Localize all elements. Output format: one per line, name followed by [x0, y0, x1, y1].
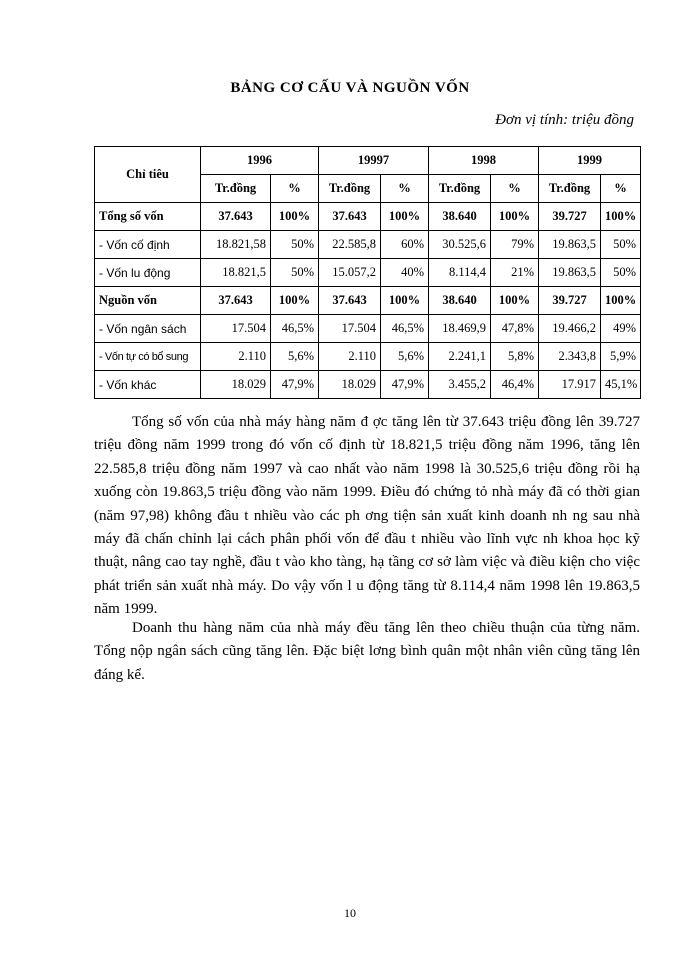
header-percent: % — [381, 175, 429, 203]
row-label: - Vốn cố định — [95, 231, 201, 259]
header-year: 19997 — [319, 147, 429, 175]
cell-percent: 47,8% — [491, 315, 539, 343]
cell-amount: 19.863,5 — [539, 231, 601, 259]
cell-percent: 46,4% — [491, 371, 539, 399]
cell-amount: 2.110 — [201, 343, 271, 371]
header-amount: Tr.đồng — [201, 175, 271, 203]
cell-percent: 100% — [601, 203, 641, 231]
paragraph-capital-analysis: Tổng số vốn của nhà máy hàng năm đ ợc tăng lên từ 37.643 triệu đồng lên 39.727 triệu đồng năm 1999 trong đó vốn cố định từ 18.821,5 triệu đồng năm 1996, tăng lên 22.585,8 triệu đồng năm 1997 và cao nhất vào năm 1998 là 30.525,6 triệu đồng rồi hạ xuống còn 19.863,5 triệu đồng vào năm 1999. Điều đó chứng tỏ nhà máy đã có thời gian (năm 97,98) không đầu t nhiều vào các ph ơng tiện sản xuất kinh doanh nh ng sau nhà máy đã chấn chỉnh lại cách phân phối vốn để đầu t nhiều vào lĩnh vực nh khoa học kỹ thuật, nâng cao tay nghề, đầu t vào kho tàng, hạ tầng cơ sở làm việc và điều kiện cho việc phát triển sản xuất nhà máy. Do vậy vốn l u động tăng từ 8.114,4 năm 1998 lên 19.863,5 năm 1999. — [94, 414, 640, 618]
paragraph-revenue: Doanh thu hàng năm của nhà máy đều tăng lên theo chiều thuận của từng năm. Tổng nộp ngân sách cũng tăng lên. Đặc biệt lơng bình quân một nhân viên cũng tăng lên đáng kể. — [94, 620, 640, 683]
header-percent: % — [601, 175, 641, 203]
cell-amount: 15.057,2 — [319, 259, 381, 287]
cell-percent: 60% — [381, 231, 429, 259]
cell-amount: 2.343,8 — [539, 343, 601, 371]
cell-amount: 39.727 — [539, 203, 601, 231]
cell-percent: 100% — [381, 203, 429, 231]
cell-percent: 5,6% — [381, 343, 429, 371]
table-row — [95, 287, 641, 315]
table-row — [95, 203, 641, 231]
cell-percent: 5,6% — [271, 343, 319, 371]
cell-amount: 37.643 — [319, 287, 381, 315]
cell-percent: 100% — [491, 287, 539, 315]
header-year: 1996 — [201, 147, 319, 175]
cell-percent: 100% — [271, 287, 319, 315]
header-amount: Tr.đồng — [319, 175, 381, 203]
cell-amount: 18.029 — [319, 371, 381, 399]
cell-percent: 47,9% — [381, 371, 429, 399]
header-percent: % — [491, 175, 539, 203]
cell-percent: 21% — [491, 259, 539, 287]
cell-amount: 37.643 — [201, 203, 271, 231]
table-row — [95, 259, 641, 287]
cell-percent: 100% — [381, 287, 429, 315]
row-label: Nguồn vốn — [95, 287, 201, 315]
header-amount: Tr.đồng — [429, 175, 491, 203]
cell-percent: 46,5% — [381, 315, 429, 343]
cell-percent: 100% — [271, 203, 319, 231]
cell-amount: 30.525,6 — [429, 231, 491, 259]
row-label: - Vốn khác — [95, 371, 201, 399]
cell-amount: 17.917 — [539, 371, 601, 399]
cell-amount: 2.110 — [319, 343, 381, 371]
cell-amount: 17.504 — [201, 315, 271, 343]
header-percent: % — [271, 175, 319, 203]
cell-amount: 18.821,5 — [201, 259, 271, 287]
cell-amount: 37.643 — [319, 203, 381, 231]
unit-note: Đơn vị tính: triệu đồng — [495, 112, 634, 128]
row-label: Tổng số vốn — [95, 203, 201, 231]
cell-amount: 38.640 — [429, 287, 491, 315]
cell-percent: 50% — [271, 231, 319, 259]
cell-amount: 37.643 — [201, 287, 271, 315]
cell-amount: 38.640 — [429, 203, 491, 231]
cell-amount: 19.863,5 — [539, 259, 601, 287]
page-title: BẢNG CƠ CẤU VÀ NGUỒN VỐN — [230, 80, 470, 96]
table-row — [95, 371, 641, 399]
cell-percent: 5,8% — [491, 343, 539, 371]
cell-amount: 19.466,2 — [539, 315, 601, 343]
cell-percent: 50% — [601, 231, 641, 259]
row-label: - Vốn lu động — [95, 259, 201, 287]
cell-percent: 79% — [491, 231, 539, 259]
cell-percent: 50% — [271, 259, 319, 287]
cell-percent: 5,9% — [601, 343, 641, 371]
cell-percent: 49% — [601, 315, 641, 343]
capital-structure-table — [94, 146, 641, 399]
cell-percent: 100% — [601, 287, 641, 315]
cell-amount: 18.469,9 — [429, 315, 491, 343]
table-row — [95, 343, 641, 371]
header-label: Chỉ tiêu — [95, 147, 201, 203]
cell-amount: 3.455,2 — [429, 371, 491, 399]
table-row — [95, 315, 641, 343]
header-year: 1998 — [429, 147, 539, 175]
page-number: 10 — [344, 906, 356, 920]
cell-percent: 46,5% — [271, 315, 319, 343]
cell-amount: 2.241,1 — [429, 343, 491, 371]
cell-percent: 50% — [601, 259, 641, 287]
cell-amount: 17.504 — [319, 315, 381, 343]
row-label: - Vốn ngân sách — [95, 315, 201, 343]
cell-amount: 39.727 — [539, 287, 601, 315]
header-amount: Tr.đồng — [539, 175, 601, 203]
cell-percent: 45,1% — [601, 371, 641, 399]
row-label: - Vốn tự có bổ sung — [95, 343, 201, 371]
cell-percent: 47,9% — [271, 371, 319, 399]
cell-amount: 18.029 — [201, 371, 271, 399]
cell-percent: 40% — [381, 259, 429, 287]
cell-percent: 100% — [491, 203, 539, 231]
cell-amount: 8.114,4 — [429, 259, 491, 287]
cell-amount: 22.585,8 — [319, 231, 381, 259]
header-year: 1999 — [539, 147, 641, 175]
table-row — [95, 231, 641, 259]
cell-amount: 18.821,58 — [201, 231, 271, 259]
